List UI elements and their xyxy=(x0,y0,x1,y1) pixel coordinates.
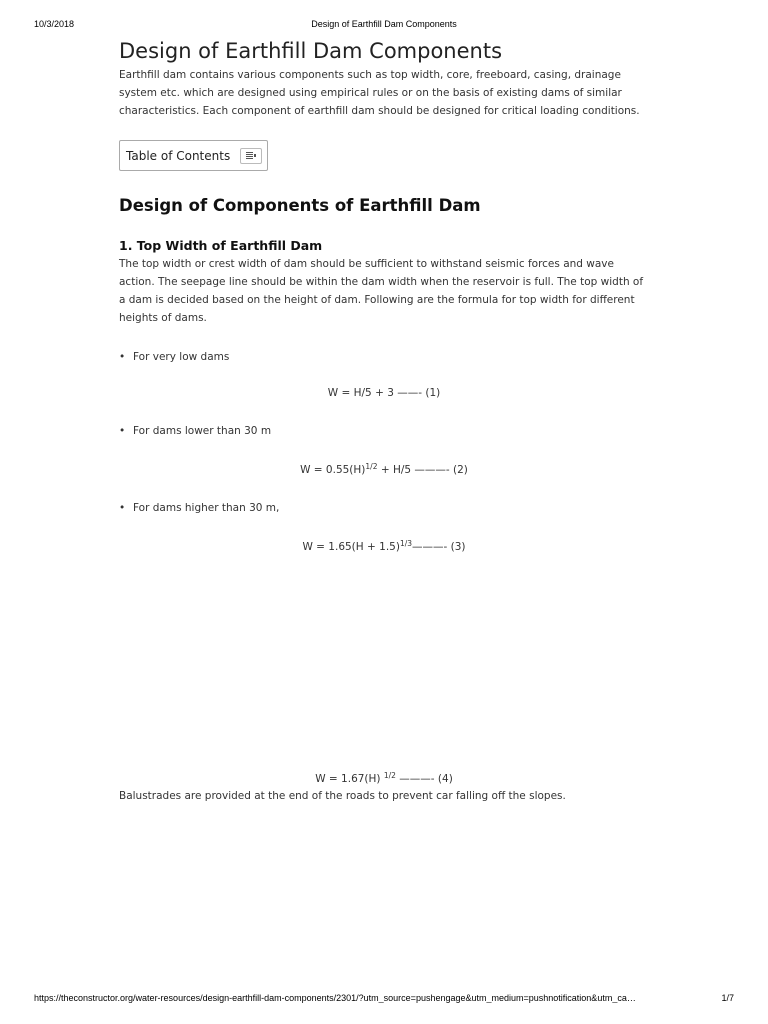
balustrade-paragraph: Balustrades are provided at the end of the roads to prevent car falling off the slopes. xyxy=(119,790,566,802)
print-footer xyxy=(0,993,768,1005)
print-page-title: Design of Earthfill Dam Components xyxy=(311,19,457,29)
formula-3: $W = 1.65(H + 1.5)^{1/3}———-$ (3) xyxy=(302,539,466,553)
blank-space xyxy=(119,555,649,748)
list-item xyxy=(119,500,649,516)
intro-paragraph: Earthfill dam contains various components such as top width, core, freeboard, casing, drainage system etc. which are designed using empirical rules or on the basis of existing dams of similar characteristics. Each component of earthfill dam should be designed for critical loading conditions. xyxy=(119,69,640,117)
print-url: https://theconstructor.org/water-resources/design-earthfill-dam-components/2301/?utm_source=pushengage&utm_medium=pushnotification&utm_ca… xyxy=(34,993,636,1003)
bullet-text: For very low dams xyxy=(133,351,230,363)
formula-1: W = H/5 + 3 ——- (1) xyxy=(327,387,441,399)
bullet-icon: • xyxy=(119,351,126,363)
section-title: Design of Components of Earthfill Dam xyxy=(119,196,481,215)
article xyxy=(119,36,649,805)
formula-2: $W = 0.55(H)^{1/2} + H/5$ ———- (2) xyxy=(300,462,468,476)
subsection-title: 1. Top Width of Earthfill Dam xyxy=(119,238,323,253)
page-title: Design of Earthfill Dam Components xyxy=(119,39,503,63)
bullet-icon: • xyxy=(119,502,126,514)
bullet-text: For dams higher than 30 m, xyxy=(133,502,280,514)
list-item xyxy=(119,349,649,365)
print-date: 10/3/2018 xyxy=(34,19,75,29)
bullet-icon: • xyxy=(119,425,126,437)
list-toggle-icon[interactable] xyxy=(240,148,262,164)
formula-4: W = 1.67(H) $^{1/2}$ ———- (4) xyxy=(315,771,453,785)
print-header xyxy=(0,19,768,31)
table-of-contents[interactable] xyxy=(119,140,268,171)
toc-label: Table of Contents xyxy=(126,148,231,163)
list-item xyxy=(119,423,649,439)
page-number: 1/7 xyxy=(721,993,734,1003)
bullet-text: For dams lower than 30 m xyxy=(133,425,272,437)
top-width-paragraph: The top width or crest width of dam should be sufficient to withstand seismic forces and wave action. The seepage line should be within the dam width when the reservoir is full. The top width of a dam is decided based on the height of dam. Following are the formula for top width for different heights of dams. xyxy=(119,258,644,324)
